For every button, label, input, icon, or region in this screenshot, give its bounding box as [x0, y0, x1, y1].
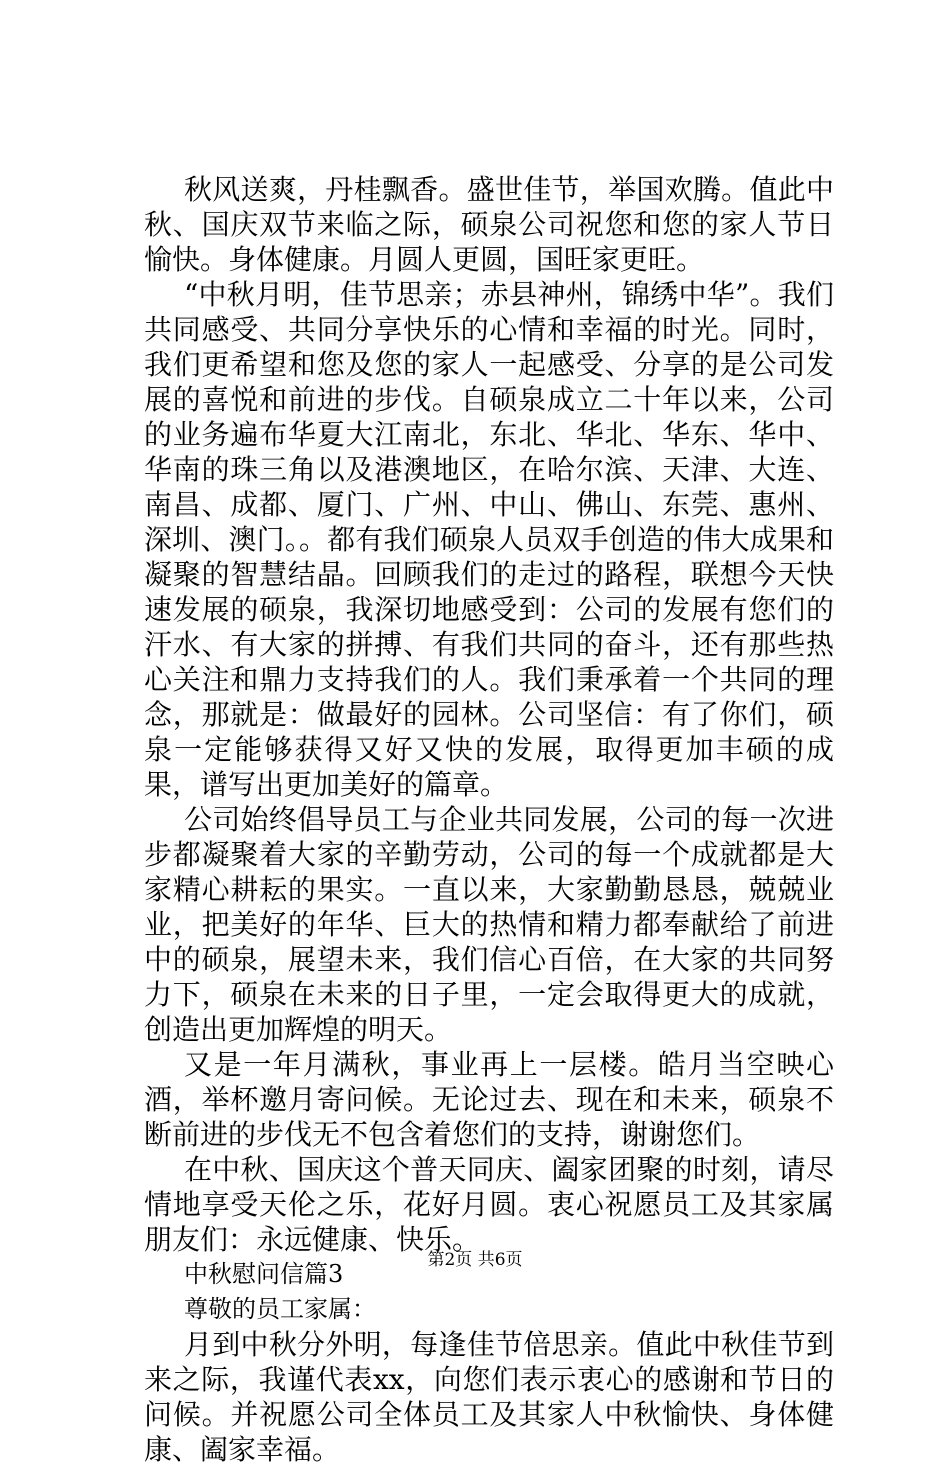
paragraph-closing: 月到中秋分外明，每逢佳节倍思亲。值此中秋佳节到来之际，我谨代表xx，向您们表示衷心的感谢和节日的问候。并祝愿公司全体员工及其家人中秋愉快、身体健康、阖家幸福。: [144, 1328, 834, 1466]
paragraph-poem: 又是一年月满秋，事业再上一层楼。皓月当空映心酒，举杯邀月寄问候。无论过去、现在和未来，硕泉不断前进的步伐无不包含着您们的支持，谢谢您们。: [144, 1048, 834, 1151]
salutation: 尊敬的员工家属：: [184, 1295, 376, 1323]
page-number-footer: 第2页 共6页: [427, 1250, 523, 1270]
paragraph-greeting: 秋风送爽，丹桂飘香。盛世佳节，举国欢腾。值此中秋、国庆双节来临之际，硕泉公司祝您和您的家人节日愉快。身体健康。月圆人更圆，国旺家更旺。: [144, 173, 834, 276]
paragraph-employee-thanks: 公司始终倡导员工与企业共同发展，公司的每一次进步都凝聚着大家的辛勤劳动，公司的每一个成就都是大家精心耕耘的果实。一直以来，大家勤勤恳恳，兢兢业业，把美好的年华、巨大的热情和精力都奉献给了前进中的硕泉，展望未来，我们信心百倍，在大家的共同努力下，硕泉在未来的日子里，一定会取得更大的成就，创造出更加辉煌的明天。: [144, 803, 834, 1046]
paragraph-blessing: 在中秋、国庆这个普天同庆、阖家团聚的时刻，请尽情地享受天伦之乐，花好月圆。衷心祝愿员工及其家属朋友们：永远健康、快乐。: [144, 1153, 834, 1256]
paragraph-company-history: “中秋月明，佳节思亲；赤县神州，锦绣中华”。我们共同感受、共同分享快乐的心情和幸福的时光。同时，我们更希望和您及您的家人一起感受、分享的是公司发展的喜悦和前进的步伐。自硕泉成立二十年以来，公司的业务遍布华夏大江南北，东北、华北、华东、华中、华南的珠三角以及港澳地区，在哈尔滨、天津、大连、南昌、成都、厦门、广州、中山、佛山、东莞、惠州、深圳、澳门。。都有我们硕泉人员双手创造的伟大成果和凝聚的智慧结晶。回顾我们的走过的路程，联想今天快速发展的硕泉，我深切地感受到：公司的发展有您们的汗水、有大家的拼搏、有我们共同的奋斗，还有那些热心关注和鼎力支持我们的人。我们秉承着一个共同的理念，那就是：做最好的园林。公司坚信：有了你们，硕泉一定能够获得又好又快的发展，取得更加丰硕的成果，谱写出更加美好的篇章。: [144, 278, 834, 801]
document-body: [144, 172, 834, 1467]
section-heading: 中秋慰问信篇3: [184, 1260, 344, 1288]
